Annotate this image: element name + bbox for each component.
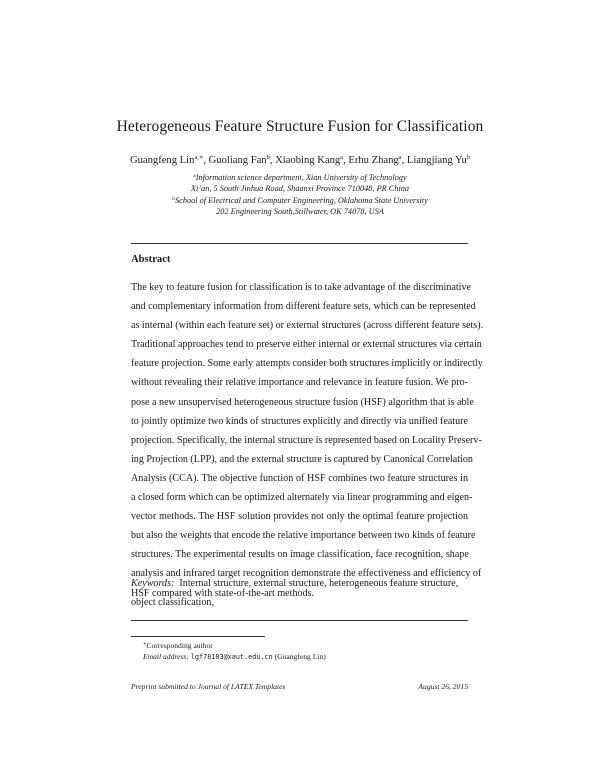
abstract-line: vector methods. The HSF solution provides not only the optimal feature projection <box>131 511 468 523</box>
affiliation-line: 202 Engineering South,Stillwater, OK 74078, USA <box>216 206 384 216</box>
email-owner: (Guangfeng Lin) <box>274 652 326 661</box>
author-mark: b <box>466 154 471 161</box>
affiliation-line: School of Electrical and Computer Engineering, Oklahoma State University <box>174 196 428 206</box>
abstract-line: Traditional approaches tend to preserve either internal or external structures via certain <box>131 339 482 351</box>
abstract-line: and complementary information from different feature sets, which can be represented <box>131 301 476 313</box>
keywords-line <box>131 574 468 593</box>
keywords-text: Internal structure, external structure, heterogeneous feature structure, <box>179 578 459 589</box>
abstract-top-rule <box>131 243 468 244</box>
footnote <box>143 639 326 663</box>
affiliation-mark: a <box>193 173 196 179</box>
email-label: Email address: <box>143 652 189 661</box>
abstract-line: Analysis (CCA). The objective function of HSF combines two feature structures in <box>131 472 468 484</box>
footer-journal: Preprint submitted to Journal of LATEX Templates <box>131 682 286 691</box>
abstract-bottom-rule <box>131 620 468 621</box>
author-name: Guangfeng Lin <box>129 155 195 166</box>
affiliation-line: Information science department, Xian University of Technology <box>195 173 407 182</box>
abstract-heading: Abstract <box>131 254 171 265</box>
author-name: Guoliang Fan <box>208 155 267 166</box>
corresponding-label: Corresponding author <box>146 641 213 650</box>
paper-title: Heterogeneous Feature Structure Fusion for Classification <box>116 118 484 135</box>
author-name: Liangjiang Yu <box>406 155 467 166</box>
author-mark: a <box>398 154 402 161</box>
abstract-line: pose a new unsupervised heterogeneous structure fusion (HSF) algorithm that is able <box>131 396 474 408</box>
abstract-line: structures. The experimental results on image classification, face recognition, shape <box>131 549 469 561</box>
author-mark: a <box>340 154 344 161</box>
abstract-line: but also the weights that encode the relative importance between two kinds of feature <box>131 530 476 542</box>
abstract-line: a closed form which can be optimized alternately via linear programming and eigen- <box>131 492 473 504</box>
abstract-body <box>131 278 484 603</box>
abstract-line: without revealing their relative importance and relevance in feature fusion. We pro- <box>131 377 469 389</box>
abstract-line: ing Projection (LPP), and the external structure is captured by Canonical Correlation <box>131 453 473 465</box>
abstract-line: as internal (within each feature set) or external structures (across different feature sets). <box>131 320 484 332</box>
footer-date: August 26, 2015 <box>418 682 468 691</box>
abstract-line: projection. Specifically, the internal structure is represented based on Locality Preserv- <box>131 434 482 446</box>
author-mark: a,∗ <box>194 154 204 161</box>
keywords-line: object classification, <box>131 597 214 609</box>
footnote-email <box>143 651 326 663</box>
affiliations <box>0 171 600 217</box>
abstract-line: The key to feature fusion for classification is to take advantage of the discriminative <box>131 282 471 293</box>
affiliation-a <box>0 171 600 184</box>
abstract-line: analysis and infrared target recognition demonstrate the effectiveness and efficiency of <box>131 568 482 580</box>
affiliation-line: Xi’an, 5 South Jinhua Road, Shaanxi Province 710048, PR China <box>190 183 410 193</box>
keywords-label: Keywords: <box>131 578 175 589</box>
footnote-rule <box>131 636 265 637</box>
author-list: Guangfeng Lin$^{a,∗}$, Guoliang Fan$^b$, Xiaobing Kang$^a$, Erhu Zhang$^a$, Liangjiang Yu$^b$ <box>129 154 471 166</box>
footnote-mark: ∗ <box>143 642 147 647</box>
abstract-line: to jointly optimize two kinds of structures explicitly and directly via unified feature <box>131 415 468 427</box>
affiliation-b <box>0 194 600 207</box>
author-name: Xiaobing Kang <box>275 155 341 166</box>
author-mark: b <box>266 154 270 161</box>
abstract-line: HSF compared with state-of-the-art methods. <box>131 587 315 599</box>
footnote-corresponding <box>143 639 326 651</box>
affiliation-mark: b <box>172 196 175 203</box>
email-link[interactable]: lgf78103@xaut.edu.cn <box>190 653 273 661</box>
abstract-line: feature projection. Some early attempts consider both structures implicitly or indirectly <box>131 358 483 370</box>
keywords <box>131 574 468 612</box>
author-name: Erhu Zhang <box>348 155 399 166</box>
